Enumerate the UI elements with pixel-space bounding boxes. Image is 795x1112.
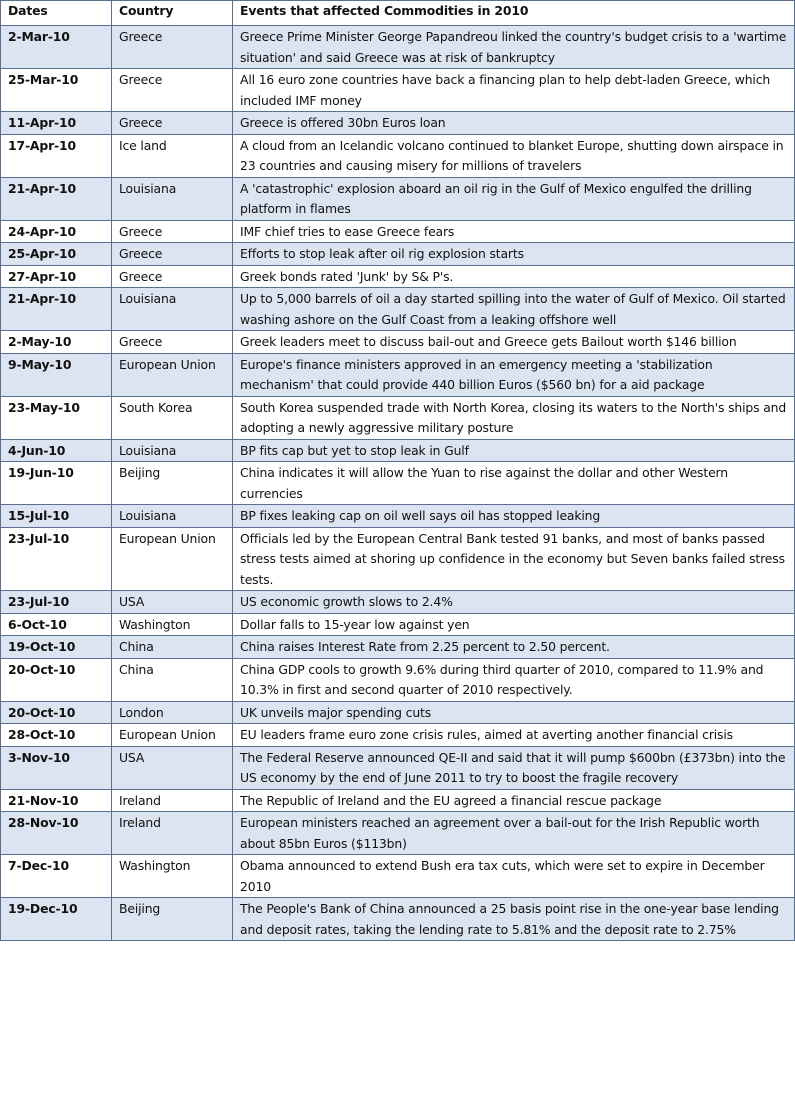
event-cell: IMF chief tries to ease Greece fears xyxy=(233,220,795,243)
table-row xyxy=(1,462,795,505)
event-cell: Greece is offered 30bn Euros loan xyxy=(233,112,795,135)
date-cell: 23-May-10 xyxy=(1,396,112,439)
event-cell: Greece Prime Minister George Papandreou linked the country's budget crisis to a 'wartime situation' and said Greece was at risk of bankruptcy xyxy=(233,26,795,69)
date-cell: 28-Oct-10 xyxy=(1,724,112,747)
country-cell: Louisiana xyxy=(112,439,233,462)
table-row xyxy=(1,591,795,614)
table-row xyxy=(1,658,795,701)
date-cell: 28-Nov-10 xyxy=(1,812,112,855)
event-cell: UK unveils major spending cuts xyxy=(233,701,795,724)
date-cell: 23-Jul-10 xyxy=(1,527,112,591)
country-cell: Beijing xyxy=(112,898,233,941)
table-row xyxy=(1,69,795,112)
table-row xyxy=(1,855,795,898)
date-cell: 24-Apr-10 xyxy=(1,220,112,243)
date-cell: 4-Jun-10 xyxy=(1,439,112,462)
country-cell: European Union xyxy=(112,724,233,747)
header-row xyxy=(1,1,795,26)
country-cell: Greece xyxy=(112,26,233,69)
event-cell: BP fixes leaking cap on oil well says oil has stopped leaking xyxy=(233,505,795,528)
country-cell: Greece xyxy=(112,243,233,266)
event-cell: The People's Bank of China announced a 25 basis point rise in the one-year base lending and deposit rates, taking the lending rate to 5.81% and the deposit rate to 2.75% xyxy=(233,898,795,941)
date-cell: 15-Jul-10 xyxy=(1,505,112,528)
country-cell: Greece xyxy=(112,69,233,112)
event-cell: EU leaders frame euro zone crisis rules, aimed at averting another financial crisis xyxy=(233,724,795,747)
country-cell: Beijing xyxy=(112,462,233,505)
table-row xyxy=(1,331,795,354)
table-row xyxy=(1,505,795,528)
date-cell: 7-Dec-10 xyxy=(1,855,112,898)
event-cell: South Korea suspended trade with North Korea, closing its waters to the North's ships and adopting a newly aggressive military posture xyxy=(233,396,795,439)
country-cell: Ireland xyxy=(112,812,233,855)
date-cell: 9-May-10 xyxy=(1,353,112,396)
date-cell: 19-Oct-10 xyxy=(1,636,112,659)
date-cell: 21-Nov-10 xyxy=(1,789,112,812)
event-cell: Efforts to stop leak after oil rig explosion starts xyxy=(233,243,795,266)
table-row xyxy=(1,396,795,439)
country-cell: USA xyxy=(112,591,233,614)
date-cell: 2-May-10 xyxy=(1,331,112,354)
date-cell: 11-Apr-10 xyxy=(1,112,112,135)
table-row xyxy=(1,220,795,243)
country-cell: USA xyxy=(112,746,233,789)
event-cell: A 'catastrophic' explosion aboard an oil rig in the Gulf of Mexico engulfed the drilling platform in flames xyxy=(233,177,795,220)
date-cell: 27-Apr-10 xyxy=(1,265,112,288)
event-cell: China indicates it will allow the Yuan to rise against the dollar and other Western currencies xyxy=(233,462,795,505)
country-cell: Louisiana xyxy=(112,177,233,220)
date-cell: 17-Apr-10 xyxy=(1,134,112,177)
event-cell: A cloud from an Icelandic volcano continued to blanket Europe, shutting down airspace in 23 countries and causing misery for millions of travelers xyxy=(233,134,795,177)
table-row xyxy=(1,112,795,135)
country-cell: Greece xyxy=(112,112,233,135)
date-cell: 2-Mar-10 xyxy=(1,26,112,69)
date-cell: 20-Oct-10 xyxy=(1,658,112,701)
country-cell: South Korea xyxy=(112,396,233,439)
event-cell: The Federal Reserve announced QE-II and said that it will pump $600bn (£373bn) into the US economy by the end of June 2011 to try to boost the fragile recovery xyxy=(233,746,795,789)
table-row xyxy=(1,613,795,636)
event-cell: BP fits cap but yet to stop leak in Gulf xyxy=(233,439,795,462)
table-row xyxy=(1,746,795,789)
date-cell: 23-Jul-10 xyxy=(1,591,112,614)
country-cell: Ireland xyxy=(112,789,233,812)
country-cell: Greece xyxy=(112,220,233,243)
table-row xyxy=(1,898,795,941)
event-cell: Dollar falls to 15-year low against yen xyxy=(233,613,795,636)
table-row xyxy=(1,177,795,220)
table-row xyxy=(1,789,795,812)
table-row xyxy=(1,134,795,177)
event-cell: The Republic of Ireland and the EU agreed a financial rescue package xyxy=(233,789,795,812)
country-cell: Louisiana xyxy=(112,288,233,331)
country-cell: Ice land xyxy=(112,134,233,177)
country-cell: Louisiana xyxy=(112,505,233,528)
events-header: Events that affected Commodities in 2010 xyxy=(233,1,795,26)
date-cell: 19-Dec-10 xyxy=(1,898,112,941)
event-cell: Greek bonds rated 'Junk' by S& P's. xyxy=(233,265,795,288)
table-row xyxy=(1,812,795,855)
country-cell: China xyxy=(112,658,233,701)
table-row xyxy=(1,353,795,396)
country-cell: European Union xyxy=(112,353,233,396)
dates-header: Dates xyxy=(1,1,112,26)
table-row xyxy=(1,26,795,69)
event-cell: Officials led by the European Central Bank tested 91 banks, and most of banks passed stress tests aimed at shoring up confidence in the economy but Seven banks failed stress tests. xyxy=(233,527,795,591)
event-cell: All 16 euro zone countries have back a financing plan to help debt-laden Greece, which included IMF money xyxy=(233,69,795,112)
date-cell: 25-Apr-10 xyxy=(1,243,112,266)
table-row xyxy=(1,265,795,288)
table-row xyxy=(1,527,795,591)
country-cell: Washington xyxy=(112,613,233,636)
event-cell: Europe's finance ministers approved in an emergency meeting a 'stabilization mechanism' that could provide 440 billion Euros ($560 bn) for a aid package xyxy=(233,353,795,396)
table-row xyxy=(1,288,795,331)
event-cell: Up to 5,000 barrels of oil a day started spilling into the water of Gulf of Mexico. Oil started washing ashore on the Gulf Coast from a leaking offshore well xyxy=(233,288,795,331)
date-cell: 20-Oct-10 xyxy=(1,701,112,724)
event-cell: China GDP cools to growth 9.6% during third quarter of 2010, compared to 11.9% and 10.3% in first and second quarter of 2010 respectively. xyxy=(233,658,795,701)
country-cell: London xyxy=(112,701,233,724)
table-row xyxy=(1,243,795,266)
country-cell: Washington xyxy=(112,855,233,898)
date-cell: 25-Mar-10 xyxy=(1,69,112,112)
country-cell: China xyxy=(112,636,233,659)
event-cell: China raises Interest Rate from 2.25 percent to 2.50 percent. xyxy=(233,636,795,659)
table-row xyxy=(1,724,795,747)
table-row xyxy=(1,636,795,659)
table-row xyxy=(1,701,795,724)
event-cell: European ministers reached an agreement over a bail-out for the Irish Republic worth about 85bn Euros ($113bn) xyxy=(233,812,795,855)
date-cell: 21-Apr-10 xyxy=(1,177,112,220)
country-cell: Greece xyxy=(112,265,233,288)
event-cell: US economic growth slows to 2.4% xyxy=(233,591,795,614)
event-cell: Obama announced to extend Bush era tax cuts, which were set to expire in December 2010 xyxy=(233,855,795,898)
country-cell: Greece xyxy=(112,331,233,354)
country-header: Country xyxy=(112,1,233,26)
date-cell: 19-Jun-10 xyxy=(1,462,112,505)
event-cell: Greek leaders meet to discuss bail-out and Greece gets Bailout worth $146 billion xyxy=(233,331,795,354)
date-cell: 3-Nov-10 xyxy=(1,746,112,789)
table-row xyxy=(1,439,795,462)
date-cell: 21-Apr-10 xyxy=(1,288,112,331)
country-cell: European Union xyxy=(112,527,233,591)
date-cell: 6-Oct-10 xyxy=(1,613,112,636)
